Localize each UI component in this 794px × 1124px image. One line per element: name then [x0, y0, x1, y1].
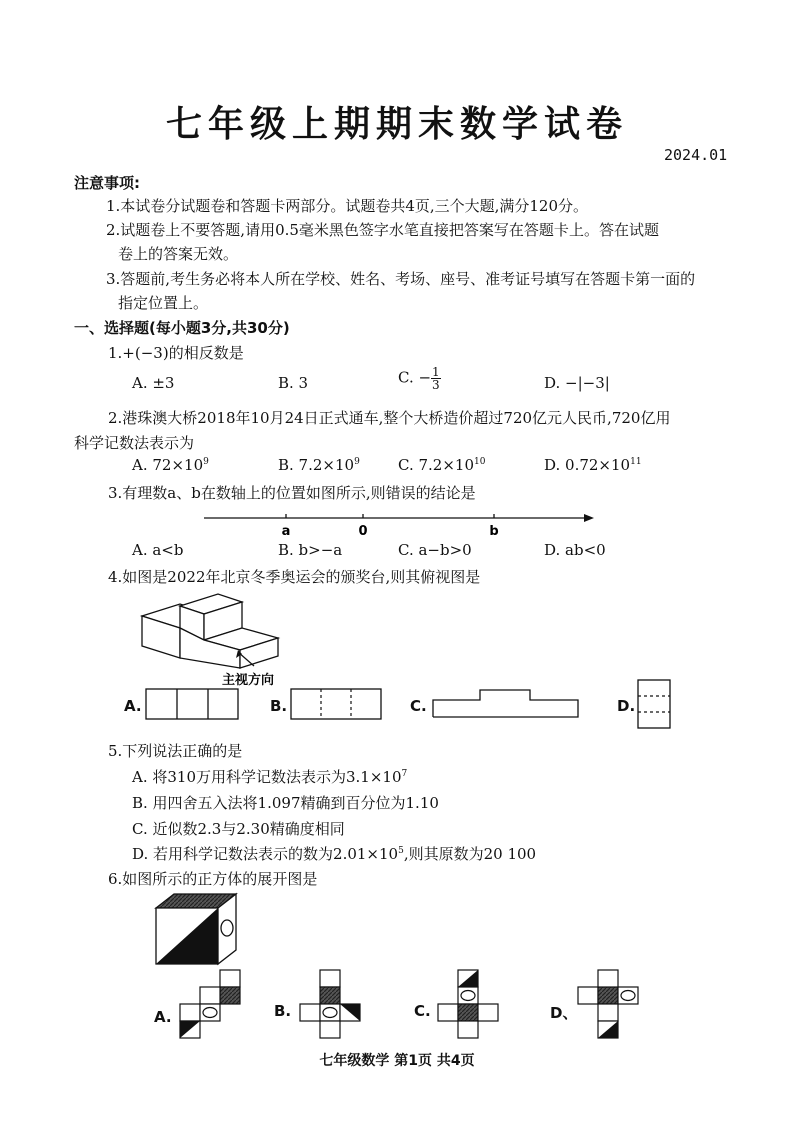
option-a-outline — [146, 689, 238, 719]
q2-option-d — [544, 456, 642, 474]
q5-option-a-exponent: 7 — [401, 769, 408, 779]
q2-option-c — [398, 456, 485, 474]
label-zero: 0 — [358, 524, 368, 539]
q6-option-b-label: B. — [274, 1002, 292, 1020]
notice-item-2-line-2: 卷上的答案无效。 — [118, 245, 239, 263]
net-square — [598, 970, 618, 987]
net-square — [300, 1004, 320, 1021]
q2-stem-line-2: 科学记数法表示为 — [74, 434, 195, 452]
q2-option-c-base: C. 7.2×10 — [398, 456, 474, 474]
q5-option-d-base: D. 若用科学记数法表示的数为2.01×10 — [132, 845, 399, 863]
q3-stem: 3.有理数a、b在数轴上的位置如图所示,则错误的结论是 — [108, 484, 476, 502]
q5-option-d-exponent: 5 — [398, 846, 404, 856]
q4-option-c-figure — [432, 688, 582, 720]
net-square — [180, 1004, 200, 1021]
q1-option-a: A. ±3 — [132, 374, 175, 392]
q6-option-b-net — [296, 968, 366, 1042]
net-square — [438, 1004, 458, 1021]
net-circle — [461, 991, 475, 1001]
q5-option-d-tail: ,则其原数为20 100 — [403, 845, 537, 863]
q2-option-d-base: D. 0.72×10 — [544, 456, 631, 474]
q3-option-d: D. ab<0 — [544, 541, 606, 559]
cube-figure — [150, 890, 242, 968]
q5-stem: 5.下列说法正确的是 — [108, 742, 243, 760]
q4-option-d-figure — [637, 679, 673, 731]
q4-option-c-label: C. — [410, 697, 427, 715]
q1-option-c-prefix: C. − — [398, 368, 432, 387]
q3-option-b: B. b>−a — [278, 541, 343, 559]
q2-option-a-base: A. 72×10 — [132, 456, 204, 474]
net-square-hatched — [220, 987, 240, 1004]
q6-option-a-label: A. — [154, 1008, 172, 1026]
label-a: a — [281, 524, 291, 539]
q2-option-a — [132, 456, 209, 474]
net-square — [598, 1004, 618, 1021]
net-square — [320, 970, 340, 987]
net-square — [200, 987, 220, 1004]
fraction-numerator: 1 — [432, 365, 440, 379]
net-square-hatched — [320, 987, 340, 1004]
q5-option-a-base: A. 将310万用科学记数法表示为3.1×10 — [132, 768, 402, 786]
q1-option-b: B. 3 — [278, 374, 309, 392]
q4-option-b-label: B. — [270, 697, 288, 715]
q4-option-a-figure — [145, 688, 241, 722]
number-line-arrow — [584, 514, 594, 522]
q4-stem: 4.如图是2022年北京冬季奥运会的颁奖台,则其俯视图是 — [108, 568, 481, 586]
q2-option-c-exponent: 10 — [474, 457, 486, 467]
q5-option-b: B. 用四舍五入法将1.097精确到百分位为1.10 — [132, 794, 439, 812]
q6-option-d-label: D、 — [550, 1004, 578, 1022]
q1-option-c-fraction — [431, 366, 441, 391]
q1-option-d: D. −|−3| — [544, 374, 610, 392]
q2-option-b-exponent: 9 — [354, 457, 360, 467]
net-square — [458, 1021, 478, 1038]
q2-option-b-base: B. 7.2×10 — [278, 456, 355, 474]
q3-option-c: C. a−b>0 — [398, 541, 472, 559]
q4-option-d-label: D. — [617, 697, 636, 715]
view-direction-label: 主视方向 — [222, 673, 275, 688]
net-square-hatched — [458, 1004, 478, 1021]
q5-option-a — [132, 766, 407, 787]
label-b: b — [489, 524, 499, 539]
q1-option-c — [398, 366, 441, 391]
podium-figure — [130, 588, 300, 688]
notice-item-3-line-1: 3.答题前,考生务必将本人所在学校、姓名、考场、座号、准考证号填写在答题卡第一面的 — [106, 270, 696, 288]
q5-option-c: C. 近似数2.3与2.30精确度相同 — [132, 820, 345, 838]
q6-option-c-label: C. — [414, 1002, 431, 1020]
exam-date: 2024.01 — [664, 146, 728, 164]
q4-option-b-figure — [290, 688, 384, 722]
q5-option-d — [132, 843, 536, 864]
option-c-outline — [433, 690, 578, 717]
q4-option-a-label: A. — [124, 697, 142, 715]
q6-stem: 6.如图所示的正方体的展开图是 — [108, 870, 318, 888]
notice-item-3-line-2: 指定位置上。 — [118, 294, 209, 312]
q2-option-a-exponent: 9 — [203, 457, 209, 467]
fraction-denominator: 3 — [432, 378, 440, 392]
net-circle — [203, 1008, 217, 1018]
net-circle — [621, 991, 635, 1001]
net-square — [578, 987, 598, 1004]
net-square — [220, 970, 240, 987]
q2-option-b — [278, 456, 360, 474]
net-square — [320, 1021, 340, 1038]
q6-option-c-net — [434, 968, 504, 1042]
net-square — [478, 1004, 498, 1021]
notice-item-1: 1.本试卷分试题卷和答题卡两部分。试题卷共4页,三个大题,满分120分。 — [106, 197, 589, 215]
notice-item-2-line-1: 2.试题卷上不要答题,请用0.5毫米黑色签字水笔直接把答案写在答题卡上。答在试题 — [106, 221, 659, 239]
q6-option-d-net — [574, 968, 644, 1042]
section-heading: 一、选择题(每小题3分,共30分) — [74, 319, 290, 337]
option-d-outline — [638, 680, 670, 728]
number-line — [200, 508, 600, 540]
notice-heading: 注意事项: — [74, 174, 140, 192]
net-circle — [323, 1008, 337, 1018]
page-footer: 七年级数学 第1页 共4页 — [319, 1053, 475, 1069]
q1-stem: 1.+(−3)的相反数是 — [108, 344, 244, 362]
page-title: 七年级上期期末数学试卷 — [165, 104, 628, 145]
q2-option-d-exponent: 11 — [630, 457, 642, 467]
q6-option-a-net — [176, 968, 246, 1042]
option-b-outline — [291, 689, 381, 719]
q3-option-a: A. a<b — [132, 541, 184, 559]
cube-side-circle — [221, 920, 233, 936]
net-square-hatched — [598, 987, 618, 1004]
q2-stem-line-1: 2.港珠澳大桥2018年10月24日正式通车,整个大桥造价超过720亿元人民币,720亿用 — [108, 409, 671, 427]
